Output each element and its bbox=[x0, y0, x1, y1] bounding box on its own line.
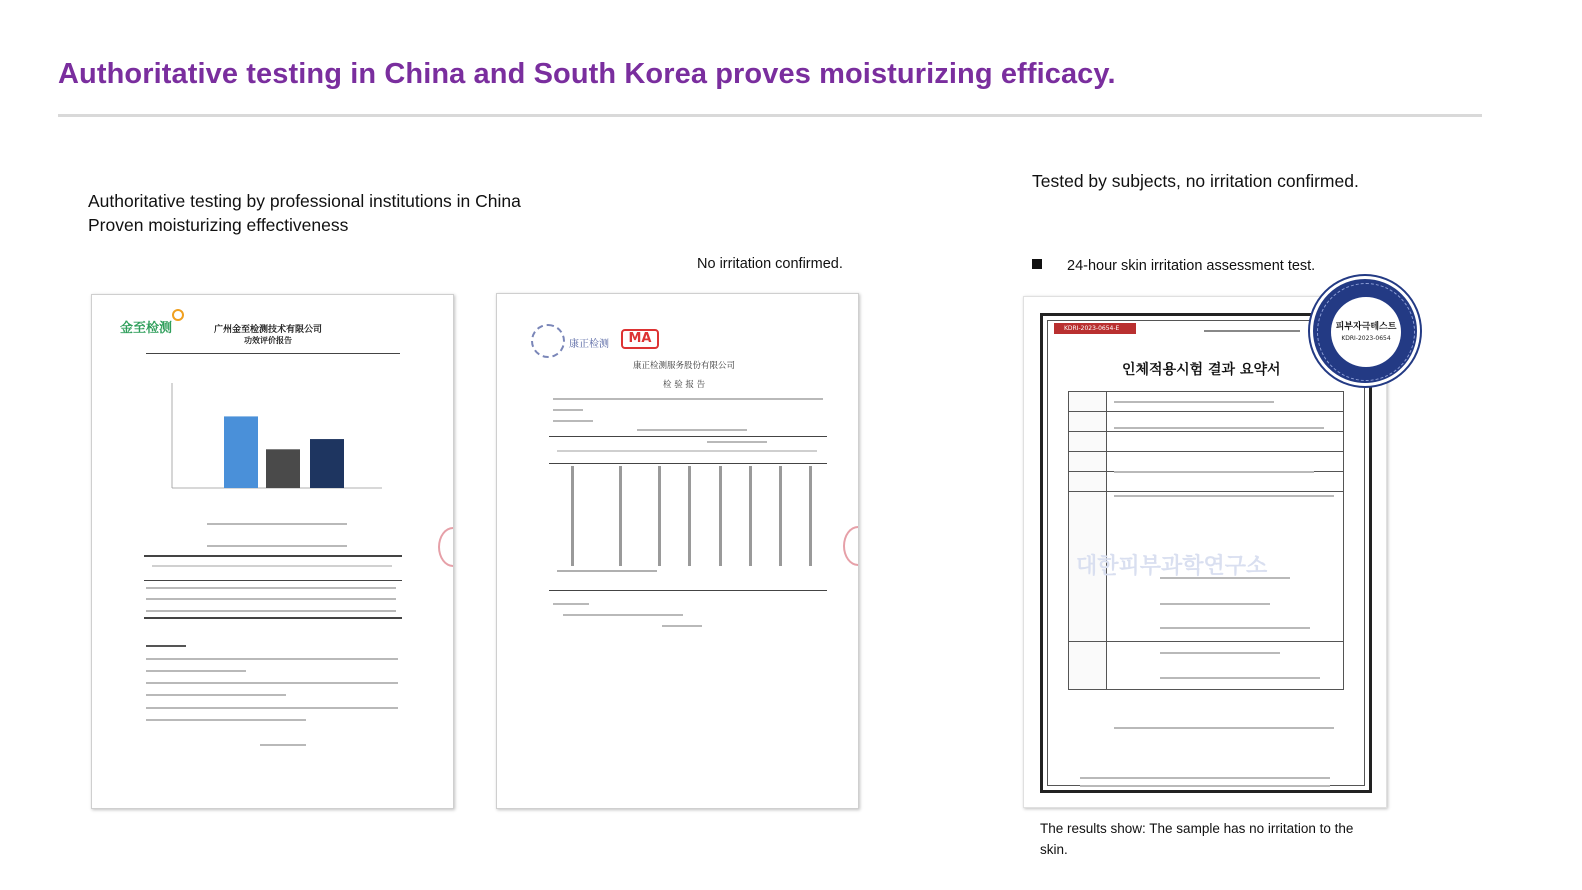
report1-stamp-edge bbox=[438, 527, 454, 567]
report3-text-line bbox=[1160, 677, 1320, 679]
report1-text-line bbox=[146, 670, 246, 672]
report3-text-line bbox=[1160, 652, 1280, 654]
page-title: Authoritative testing in China and South Korea proves moisturizing efficacy. bbox=[58, 58, 1116, 90]
report2-title: 检 验 报 告 bbox=[663, 380, 706, 390]
seal-center bbox=[1331, 297, 1401, 367]
report2-stamp-edge bbox=[843, 526, 859, 566]
seal-name: 피부자극테스트 bbox=[1335, 322, 1397, 332]
report1-table-row bbox=[146, 610, 396, 612]
left-heading-line1: Authoritative testing by professional institutions in China bbox=[88, 191, 521, 211]
report2-table-top bbox=[549, 436, 827, 437]
report1-table-row bbox=[152, 565, 392, 567]
report2-text-line bbox=[662, 625, 702, 627]
report2-data-table bbox=[557, 466, 827, 576]
report3-table bbox=[1068, 391, 1344, 690]
report2-logo-text: 康正检测 bbox=[569, 339, 609, 350]
report3-text-line bbox=[1160, 603, 1270, 605]
report1-text-line bbox=[146, 658, 398, 660]
report1-table-rule bbox=[144, 580, 402, 581]
report1-text-line bbox=[146, 719, 306, 721]
china-efficacy-report-image bbox=[91, 294, 454, 809]
report3-text-line bbox=[1114, 495, 1334, 497]
report2-text-line bbox=[637, 429, 747, 431]
report1-table-bottom bbox=[144, 617, 402, 619]
report3-watermark: 대한피부과학연구소 bbox=[1076, 554, 1268, 579]
bullet-label: 24-hour skin irritation assessment test. bbox=[1067, 258, 1316, 274]
report3-text-line bbox=[1114, 471, 1314, 473]
report1-text-line bbox=[146, 682, 398, 684]
bullet-item bbox=[1032, 258, 1315, 274]
report1-text-line bbox=[146, 645, 186, 647]
report3-text-line bbox=[1160, 627, 1310, 629]
report3-footnote bbox=[1080, 785, 1330, 787]
bar-nc bbox=[224, 416, 258, 488]
company-logo-1: 金至检测 bbox=[120, 321, 173, 336]
report2-table-bottom bbox=[549, 590, 827, 591]
report1-text-line bbox=[207, 523, 347, 525]
square-bullet-icon bbox=[1032, 259, 1042, 269]
report1-bar-chart bbox=[142, 375, 402, 505]
report2-text-line bbox=[553, 398, 823, 400]
report3-tag: KDRI-2023-0654-E bbox=[1054, 323, 1136, 334]
seal-code: KDRI-2023-0654 bbox=[1341, 335, 1391, 342]
ma-mark: MA bbox=[621, 329, 659, 349]
report2-text-line bbox=[707, 441, 767, 443]
bar-sample bbox=[310, 439, 344, 488]
report1-text-line bbox=[146, 694, 286, 696]
report1-text-line bbox=[260, 744, 306, 746]
report2-text-line bbox=[553, 603, 589, 605]
report2-table-head bbox=[557, 450, 817, 452]
result-caption: The results show: The sample has no irritation to the skin. bbox=[1040, 821, 1354, 857]
report2-company: 康正检测服务股份有限公司 bbox=[633, 361, 736, 371]
report1-title: 功效评价报告 bbox=[244, 336, 292, 345]
bar-pc bbox=[266, 449, 300, 488]
report2-text-line bbox=[553, 409, 583, 411]
report2-table-rule bbox=[549, 463, 827, 464]
report3-text-line bbox=[1114, 727, 1334, 729]
left-heading bbox=[88, 189, 521, 237]
kangzheng-logo-icon bbox=[531, 324, 565, 358]
report1-company: 广州金至检测技术有限公司 bbox=[214, 325, 323, 335]
report1-table-top bbox=[144, 555, 402, 557]
report1-header-rule bbox=[146, 353, 400, 354]
no-irritation-label: No irritation confirmed. bbox=[697, 256, 843, 272]
right-heading: Tested by subjects, no irritation confirmed. bbox=[1032, 171, 1359, 191]
report1-text-line bbox=[146, 707, 398, 709]
report3-header-text bbox=[1204, 330, 1300, 332]
report3-footnote bbox=[1080, 777, 1330, 779]
report2-text-line bbox=[553, 420, 593, 422]
kdri-seal-icon bbox=[1310, 276, 1420, 386]
report3-text-line bbox=[1114, 401, 1274, 403]
left-heading-line2: Proven moisturizing effectiveness bbox=[88, 215, 349, 235]
report3-text-line bbox=[1114, 427, 1324, 429]
report1-table-row bbox=[146, 598, 396, 600]
report2-text-line bbox=[563, 614, 683, 616]
title-divider bbox=[58, 114, 1482, 117]
report1-text-line bbox=[207, 545, 347, 547]
report3-title: 인체적용시험 결과 요약서 bbox=[1122, 362, 1281, 378]
report1-table-row bbox=[146, 587, 396, 589]
logo-ring-icon bbox=[172, 309, 184, 321]
china-inspection-report-image bbox=[496, 293, 859, 809]
